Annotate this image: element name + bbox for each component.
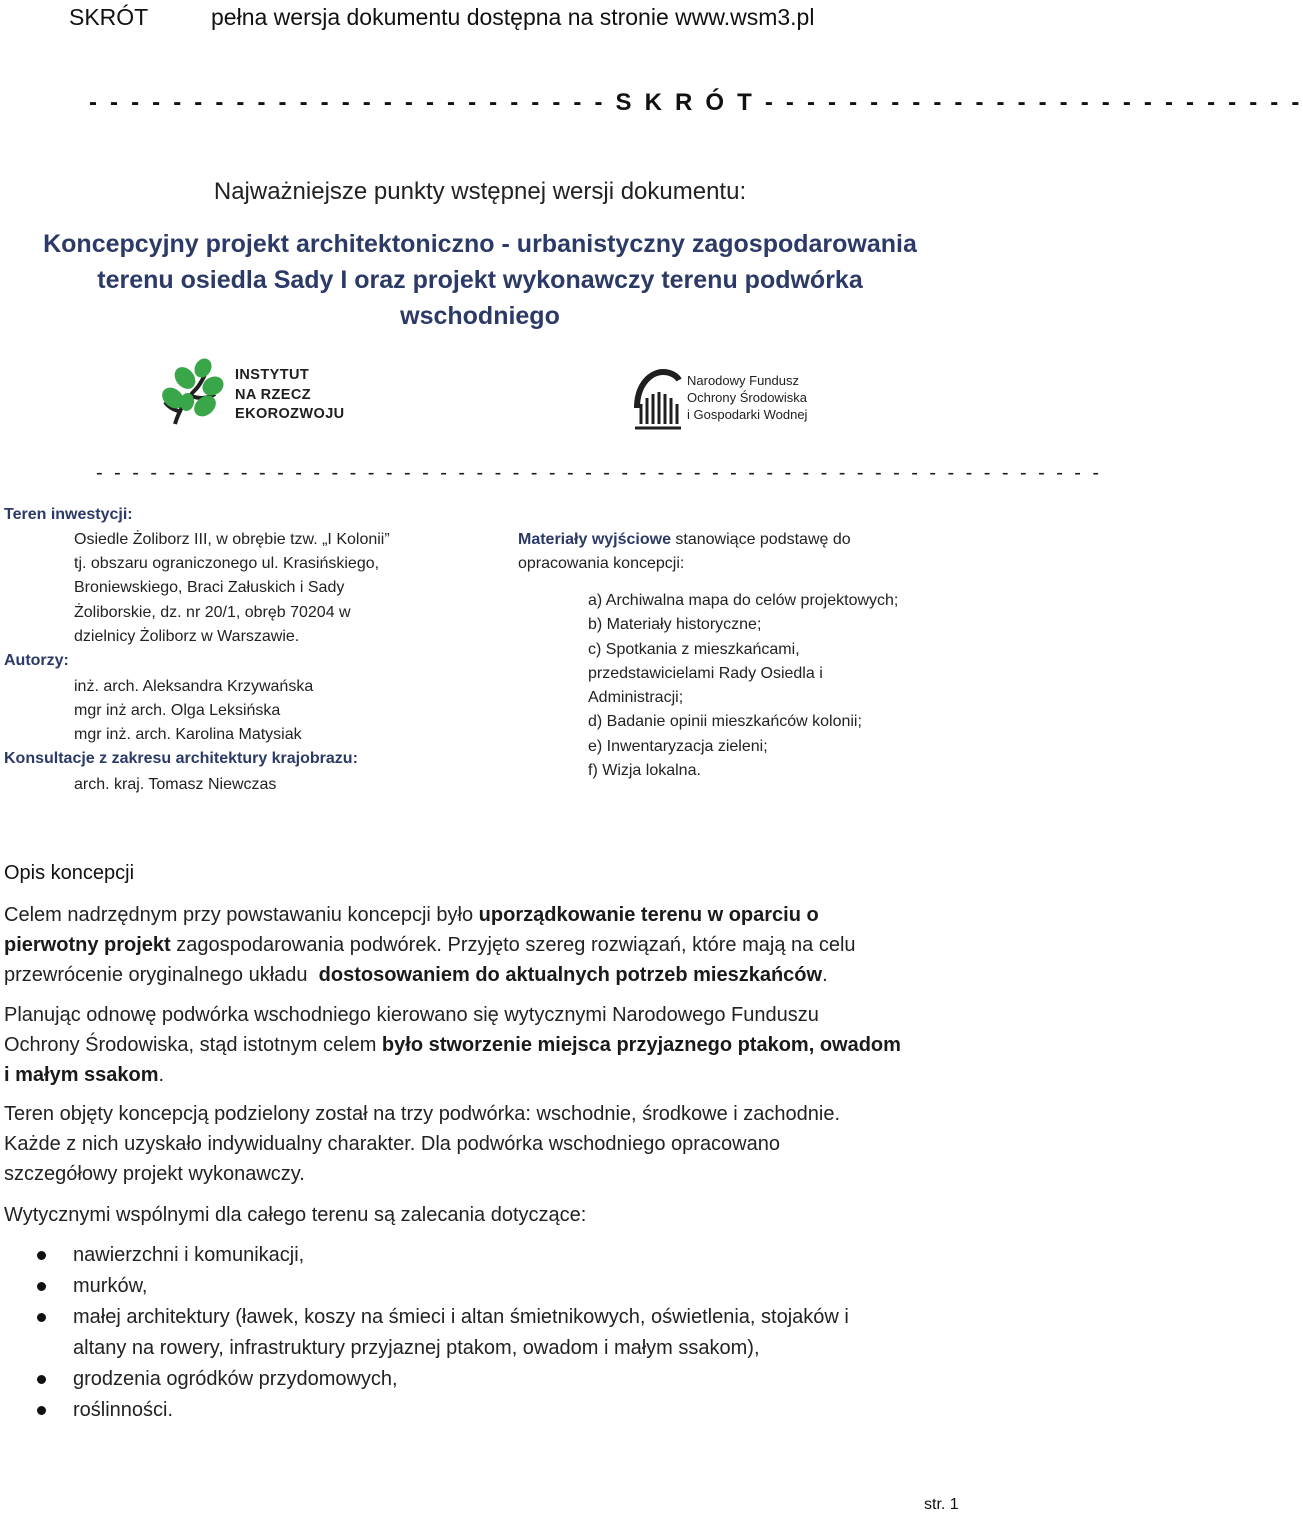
authors-list xyxy=(74,675,454,748)
list-item xyxy=(4,1395,954,1426)
materials-item: Administracji; xyxy=(588,689,684,707)
investment-line: Osiedle Żoliborz III, w obrębie tzw. „I Kolonii” xyxy=(74,531,390,548)
materials-item: c) Spotkania z mieszkańcami, xyxy=(588,640,800,658)
paragraph-4: Wytycznymi wspólnymi dla całego terenu są zalecania dotyczące: xyxy=(4,1204,587,1226)
p1-bold: dostosowaniem do aktualnych potrzeb mieszkańców xyxy=(318,964,823,986)
p2-bold: i małym ssakom xyxy=(4,1064,159,1086)
page-heading: Najważniejsze punkty wstępnej wersji dokumentu: xyxy=(213,178,747,205)
materials-item: e) Inwentaryzacja zieleni; xyxy=(588,737,768,755)
short-label: SKRÓT xyxy=(69,4,149,30)
author-name: mgr inż. arch. Karolina Matysiak xyxy=(74,726,302,744)
logo-line-1: INSTYTUT xyxy=(235,367,310,383)
authors-label: Autorzy: xyxy=(4,652,69,669)
consultation-label: Konsultacje z zakresu architektury krajobrazu: xyxy=(4,750,358,767)
list-item-text: grodzenia ogródków przydomowych, xyxy=(73,1368,398,1390)
p1-bold: uporządkowanie terenu w oparciu o xyxy=(478,904,819,926)
bullet-icon xyxy=(37,1251,46,1260)
paragraph-1 xyxy=(4,900,954,990)
materials-item: a) Archiwalna mapa do celów projektowych; xyxy=(588,592,899,609)
list-item-text: małej architektury (ławek, koszy na śmieci i altan śmietnikowych, oświetlenia, stojaków i xyxy=(73,1306,849,1328)
investment-line: Żoliborskie, dz. nr 20/1, obręb 70204 w xyxy=(74,603,351,621)
p2-text: Ochrony Środowiska, stąd istotnym celem xyxy=(4,1034,382,1056)
materials-label: Materiały wyjściowe xyxy=(518,531,671,548)
logo-line-2: NA RZECZ xyxy=(235,386,311,403)
paragraph-3 xyxy=(4,1099,954,1189)
list-item-text: roślinności. xyxy=(73,1399,174,1421)
separator-line: - - - - - - - - - - - - - - - - - - - - - - - - - - - - - - - - - - - - - - - - - - - - - - - - - - - - - - - - xyxy=(96,462,1103,484)
section-title: Opis koncepcji xyxy=(4,862,135,884)
materials-item: f) Wizja lokalna. xyxy=(588,762,701,780)
p3-text: Każde z nich uzyskało indywidualny charakter. Dla podwórka wschodniego opracowano xyxy=(4,1133,780,1155)
instytut-logo xyxy=(161,358,361,432)
materials-item: d) Badanie opinii mieszkańców kolonii; xyxy=(588,713,862,731)
p2-bold: było stworzenie miejsca przyjaznego ptakom, owadom xyxy=(381,1034,901,1056)
leaf-logo-icon xyxy=(161,358,227,430)
author-name: inż. arch. Aleksandra Krzywańska xyxy=(74,678,314,695)
fund-logo-icon xyxy=(633,368,683,432)
logo-line-2: Ochrony Środowiska xyxy=(687,390,807,405)
materials-intro xyxy=(518,528,938,576)
p2-text: . xyxy=(158,1064,165,1086)
p2-text: Planując odnowę podwórka wschodniego kierowano się wytycznymi Narodowego Funduszu xyxy=(4,1004,819,1026)
nfosigw-logo-text xyxy=(687,372,807,423)
p3-text: szczegółowy projekt wykonawczy. xyxy=(4,1163,305,1185)
list-item xyxy=(4,1240,954,1271)
p1-text: zagospodarowania podwórek. Przyjęto szereg rozwiązań, które mają na celu xyxy=(170,934,856,956)
materials-label-line2: opracowania koncepcji: xyxy=(518,555,685,572)
list-item xyxy=(4,1271,954,1302)
list-item xyxy=(4,1364,954,1395)
materials-item: przedstawicielami Rady Osiedla i xyxy=(588,664,823,682)
p1-text: przewrócenie oryginalnego układu xyxy=(4,964,319,986)
materials-label-rest: stanowiące podstawę do xyxy=(670,531,851,548)
p1-text: Celem nadrzędnym przy powstawaniu koncepcji było xyxy=(4,904,479,926)
nfosigw-logo xyxy=(633,368,823,432)
dash-banner: - - - - - - - - - - - - - - - - - - - - - - - - - S K R Ó T - - - - - - - - - - - - - - - - - - - - - - - - - - xyxy=(89,89,1303,116)
title-line-3: wschodniego xyxy=(400,302,560,330)
title-line-2: terenu osiedla Sady I oraz projekt wykonawczy terenu podwórka xyxy=(97,266,863,294)
p1-bold: pierwotny projekt xyxy=(4,934,171,956)
author-name: mgr inż arch. Olga Leksińska xyxy=(74,702,281,720)
investment-line: tj. obszaru ograniczonego ul. Krasińskiego, xyxy=(74,555,380,573)
p1-text: . xyxy=(822,964,828,986)
materials-list xyxy=(588,589,958,783)
p3-text: Teren objęty koncepcją podzielony został na trzy podwórka: wschodnie, środkowe i zachodnie. xyxy=(4,1103,841,1125)
materials-item: b) Materiały historyczne; xyxy=(588,616,762,634)
logo-line-3: i Gospodarki Wodnej xyxy=(687,407,808,422)
investment-line: dzielnicy Żoliborz w Warszawie. xyxy=(74,627,300,645)
title-line-1: Koncepcyjny projekt architektoniczno - urbanistyczny zagospodarowania xyxy=(43,230,917,258)
list-item-text: nawierzchni i komunikacji, xyxy=(73,1244,305,1266)
investment-line: Broniewskiego, Braci Załuskich i Sady xyxy=(74,579,345,597)
bullet-icon xyxy=(37,1375,46,1384)
investment-text xyxy=(74,528,454,649)
instytut-logo-text xyxy=(235,366,345,425)
page-number: str. 1 xyxy=(924,1496,959,1513)
document-title xyxy=(20,226,940,334)
paragraph-2 xyxy=(4,1000,954,1090)
list-item xyxy=(4,1302,954,1364)
bullet-icon xyxy=(37,1406,46,1415)
list-item-text-continued: altany na rowery, infrastruktury przyjaznej ptakom, owadom i małym ssakom), xyxy=(73,1337,760,1359)
bullet-icon xyxy=(37,1282,46,1291)
consultant-name: arch. kraj. Tomasz Niewczas xyxy=(74,776,277,793)
logo-line-1: Narodowy Fundusz xyxy=(687,373,799,388)
full-version-note: pełna wersja dokumentu dostępna na stronie www.wsm3.pl xyxy=(211,4,815,30)
guidelines-list xyxy=(4,1240,954,1426)
logo-line-3: EKOROZWOJU xyxy=(235,406,345,422)
bullet-icon xyxy=(37,1313,46,1322)
investment-label: Teren inwestycji: xyxy=(4,506,133,523)
list-item-text: murków, xyxy=(73,1275,148,1297)
